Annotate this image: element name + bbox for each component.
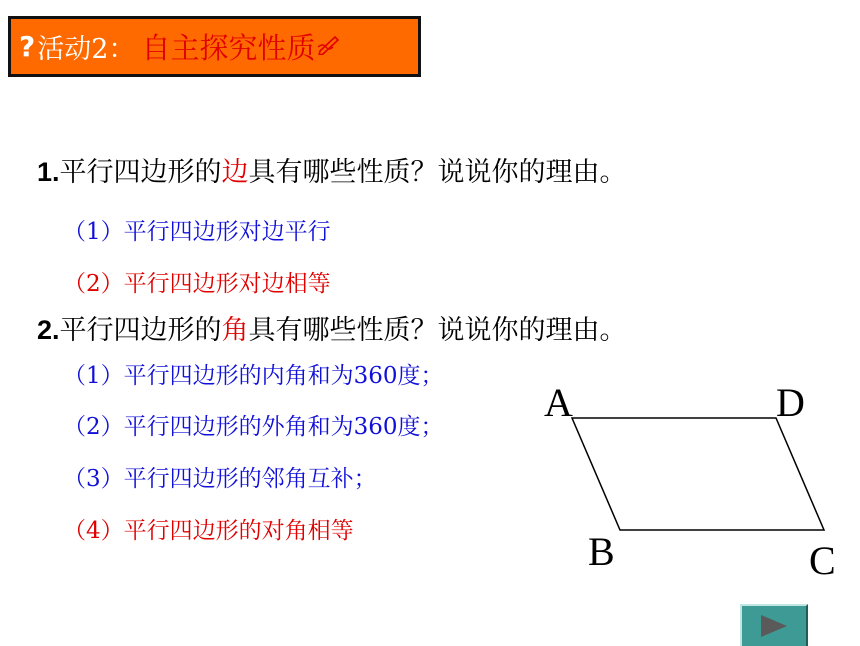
pencil-writing-icon: [317, 33, 341, 61]
activity-label: 活动2：: [37, 34, 136, 65]
q1-answer-2: （2）平行四边形对边相等: [63, 271, 331, 297]
vertex-label-b: B: [588, 529, 615, 574]
q2-answer-4: （4）平行四边形的对角相等: [63, 518, 354, 544]
parallelogram-figure: [530, 378, 840, 587]
question-1: 1.平行四边形的边具有哪些性质？说说你的理由。: [37, 157, 627, 188]
vertex-label-d: D: [776, 380, 805, 425]
q2-answer-2: （2）平行四边形的外角和为360度；: [63, 414, 444, 440]
play-next-icon: [757, 613, 791, 639]
question-2: 2.平行四边形的角具有哪些性质？说说你的理由。: [37, 315, 627, 346]
activity-banner: [8, 16, 421, 77]
vertex-label-c: C: [809, 538, 836, 583]
question-mark-icon: ?: [19, 30, 36, 63]
q2-answer-1: （1）平行四边形的内角和为360度；: [63, 363, 444, 389]
activity-title: 自主探究性质: [141, 31, 316, 65]
vertex-label-a: A: [544, 380, 573, 425]
q2-answer-3: （3）平行四边形的邻角互补；: [63, 466, 377, 492]
next-slide-button[interactable]: [740, 604, 808, 646]
question-1-keyword: 边: [221, 157, 249, 188]
question-2-keyword: 角: [221, 315, 249, 346]
q1-answer-1: （1）平行四边形对边平行: [63, 219, 331, 245]
parallelogram-shape: [572, 418, 824, 530]
